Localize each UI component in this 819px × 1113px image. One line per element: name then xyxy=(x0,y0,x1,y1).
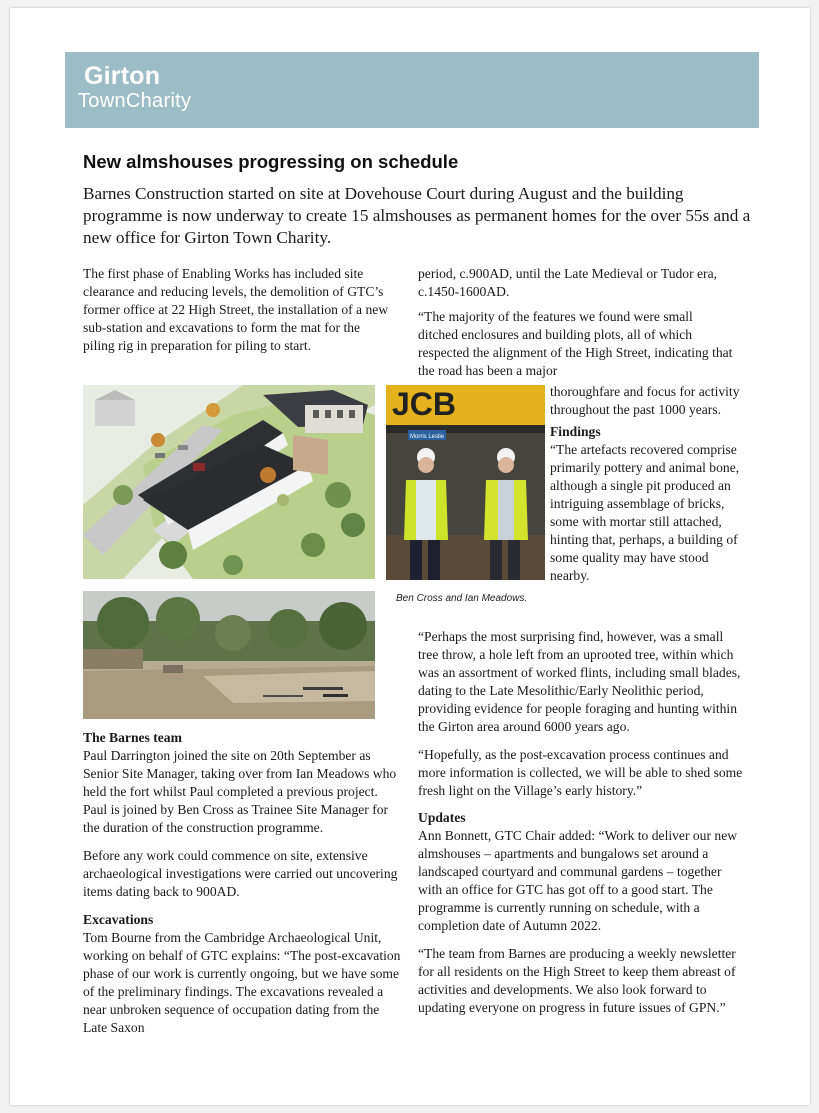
left-column-lower xyxy=(83,729,401,1037)
team-text: “The team from Barnes are producing a weekly newsletter for all residents on the High Street to keep them abreast of activities and developments. We also look forward to updating everyone on progress in future issues of GPN.” xyxy=(418,946,736,1015)
excavations-heading: Excavations xyxy=(83,912,154,927)
newsletter-page xyxy=(10,8,810,1105)
ben-cross-ian-meadows-photo xyxy=(386,385,545,580)
surprising-text: “Perhaps the most surprising find, however, was a small tree throw, a hole left from an uprooted tree, within which was an assortment of worked flints, including small blades, dating to the Late Mesolithic/Early Neolithic period, providing evidence for people foraging and hunting within the Girton area around 6000 years ago. xyxy=(418,629,741,734)
majority-continued-text: thoroughfare and focus for activity throughout the past 1000 years. xyxy=(550,384,740,417)
excavations-text: Tom Bourne from the Cambridge Archaeological Unit, working on behalf of GTC explains: “The post-excavation phase of our work is currently ongoing, but we have some of the preliminary findings. The excavations revealed a near unbroken sequence of occupation dating from the Late Saxon xyxy=(83,930,401,1035)
updates-text: Ann Bonnett, GTC Chair added: “Work to deliver our new almshouses – apartments and bungalows set around a landscaped courtyard and communal gardens – together with an office for GTC has got off to a good start. The programme is currently running on schedule, with a completion date of Autumn 2022. xyxy=(418,828,738,933)
barnes-team-text: Paul Darrington joined the site on 20th September as Senior Site Manager, taking over from Ian Meadows who held the fort whilst Paul completed a previous project. Paul is joined by Ben Cross as Trainee Site Manager for the duration of the construction programme. xyxy=(83,748,397,835)
findings-column xyxy=(550,383,740,585)
majority-text: “The majority of the features we found were small ditched enclosures and building plots, all of which respected the alignment of the High Street, indicating that the road has been a major xyxy=(418,309,733,378)
jcb-logo-text: JCB xyxy=(392,386,457,422)
right-column-lower xyxy=(418,628,743,1017)
findings-heading: Findings xyxy=(550,424,601,439)
right-column-top xyxy=(418,265,736,380)
archaeology-text: Before any work could commence on site, extensive archaeological investigations were carried out uncovering items dating back to 900AD. xyxy=(83,848,398,899)
hopefully-text: “Hopefully, as the post-excavation process continues and more information is collected, we will be able to shed some fresh light on the Village’s early history.” xyxy=(418,747,743,798)
intro-paragraph xyxy=(83,265,395,355)
updates-heading: Updates xyxy=(418,810,466,825)
brand-name: Girton xyxy=(84,62,161,90)
barnes-team-heading: The Barnes team xyxy=(83,730,182,745)
excavation-site-photo xyxy=(83,591,375,719)
article-headline: New almshouses progressing on schedule xyxy=(83,151,459,172)
sign-text: Morris Leslie xyxy=(410,434,445,440)
brand-subtitle: TownCharity xyxy=(78,90,192,112)
masthead-banner xyxy=(65,52,759,128)
article-standfirst: Barnes Construction started on site at Dovehouse Court during August and the building programme is now underway to create 15 almshouses as permanent homes for the over 55s and a new office for Girton Town Charity. xyxy=(83,184,751,247)
aerial-rendering-image xyxy=(83,385,375,579)
intro-text: The first phase of Enabling Works has included site clearance and reducing levels, the demolition of GTC’s former office at 22 High Street, the installation of a new sub-station and excavations to form the mat for the piling rig in preparation for piling to start. xyxy=(83,266,389,353)
photo-caption: Ben Cross and Ian Meadows. xyxy=(396,593,528,604)
findings-text: “The artefacts recovered comprise primarily pottery and animal bone, although a single pit produced an intriguing assemblage of bricks, some with mortar still attached, hinting that, perhaps, a building of some quality may have stood nearby. xyxy=(550,442,740,583)
period-text: period, c.900AD, until the Late Medieval or Tudor era, c.1450-1600AD. xyxy=(418,266,717,299)
